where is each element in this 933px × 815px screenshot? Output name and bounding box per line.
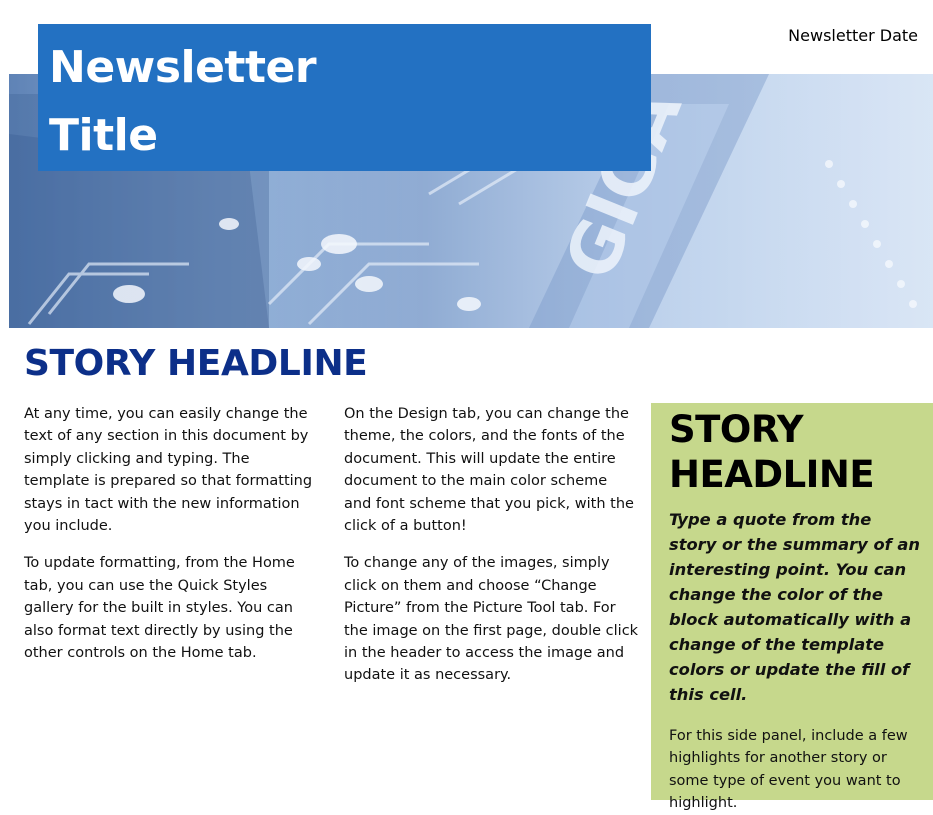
newsletter-title-line-1[interactable]: Newsletter	[49, 42, 317, 93]
newsletter-title-line-2[interactable]: Title	[49, 110, 158, 161]
story-column-2-paragraph-1[interactable]: On the Design tab, you can change the theme, the colors, and the fonts of the document. This will update the entire document to the main color scheme and font scheme that you pick, with the click of a button!	[344, 406, 634, 535]
side-panel-headline-line-1: STORY	[669, 408, 804, 451]
side-panel[interactable]	[651, 403, 933, 812]
story-column-2-paragraph-2[interactable]: To change any of the images, simply click on them and choose “Change Picture” from the Picture Tool tab. For the image on the first page, double click in the header to access the image and update it as necessary.	[344, 555, 639, 684]
side-panel-text[interactable]: For this side panel, include a few highlights for another story or some type of event you want to highlight.	[669, 728, 908, 812]
newsletter-date[interactable]: Newsletter Date	[788, 26, 918, 45]
side-panel-headline[interactable]	[669, 407, 921, 497]
main-story-headline[interactable]: STORY HEADLINE	[24, 343, 368, 384]
story-column-1	[24, 403, 319, 679]
side-panel-headline-line-2: HEADLINE	[669, 453, 875, 496]
story-column-1-paragraph-2[interactable]: To update formatting, from the Home tab, you can use the Quick Styles gallery for the built in styles. You can also format text directly by using the other controls on the Home tab.	[24, 555, 295, 662]
side-panel-quote[interactable]: Type a quote from the story or the summary of an interesting point. You can change the color of the block automatically with a change of the template colors or update the fill of this cell.	[669, 510, 920, 704]
story-column-2	[344, 403, 639, 702]
newsletter-title-block[interactable]	[38, 24, 651, 171]
story-column-1-paragraph-1[interactable]: At any time, you can easily change the text of any section in this document by simply clicking and typing. The template is prepared so that formatting stays in tact with the new information you include.	[24, 406, 313, 535]
